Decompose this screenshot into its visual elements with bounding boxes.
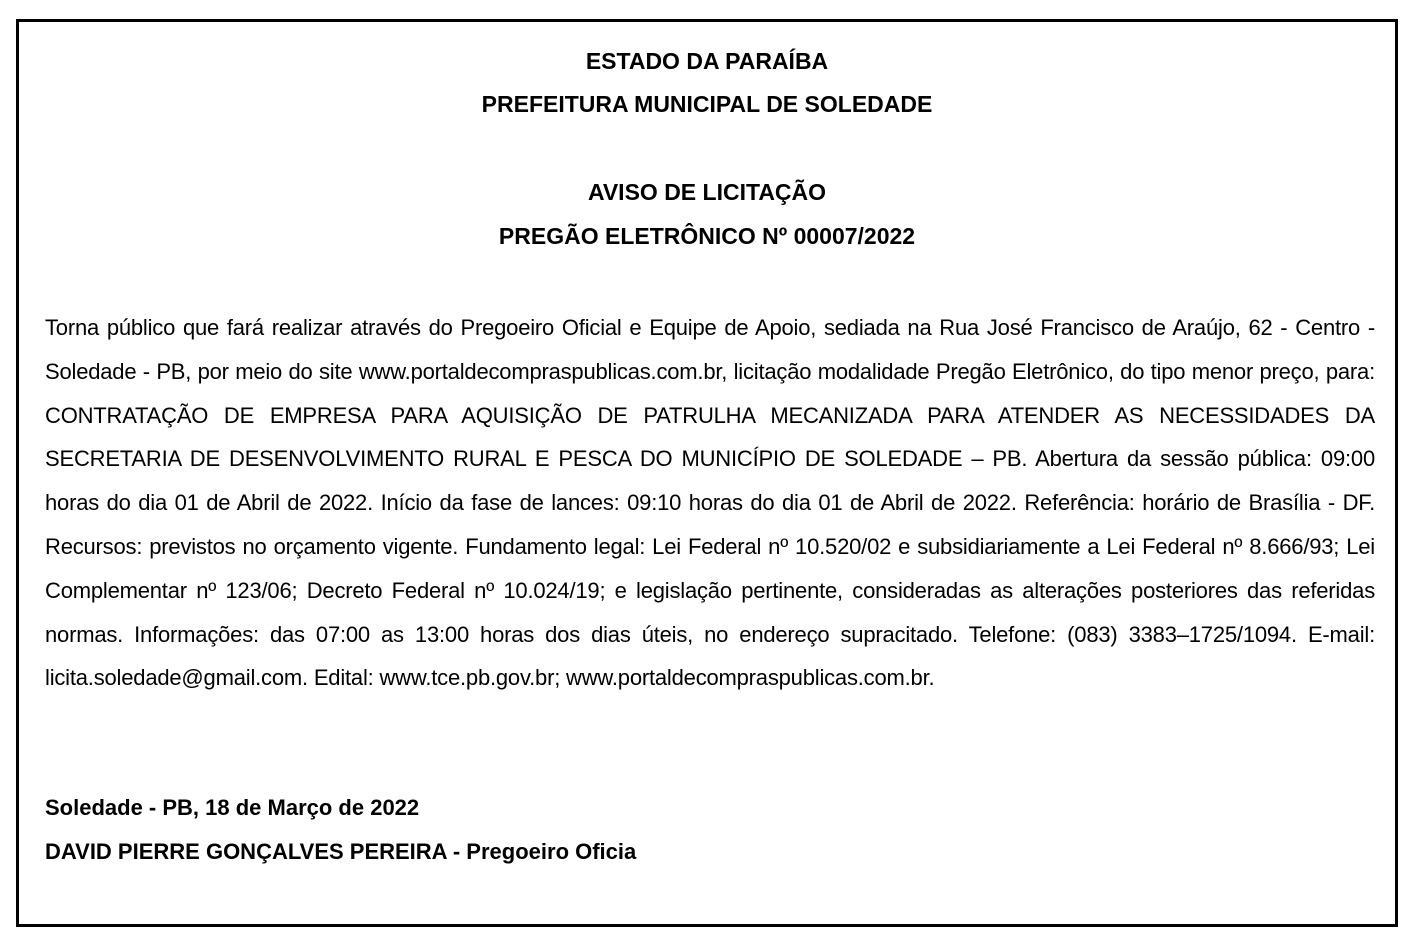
notice-body-text: Torna público que fará realizar através do Pregoeiro Oficial e Equipe de Apoio, sediada na Rua José Francisco de Araújo, 62 - Centro - Soledade - PB, por meio do site www.portaldecompraspublicas.com.br, licitação modalidade Pregão Eletrônico, do tipo menor preço, para: CONTRATAÇÃO DE EMPRESA PARA AQUISIÇÃO DE PATRULHA MECANIZADA PARA ATENDER AS NECESSIDADES DA SECRETARIA DE DESENVOLVIMENTO RURAL E PESCA DO MUNICÍPIO DE SOLEDADE – PB. Abertura da sessão pública: 09:00 horas do dia 01 de Abril de 2022. Início da fase de lances: 09:10 horas do dia 01 de Abril de 2022. Referência: horário de Brasília - DF. Recursos: previstos no orçamento vigente. Fundamento legal: Lei Federal nº 10.520/02 e subsidiariamente a Lei Federal nº 8.666/93; Lei Complementar nº 123/06; Decreto Federal nº 10.024/19; e legislação pertinente, consideradas as alterações posteriores das referidas normas. Informações: das 07:00 as 13:00 horas dos dias úteis, no endereço supracitado. Telefone: (083) 3383–1725/1094. E-mail: licita.soledade@gmail.com. Edital: www.tce.pb.gov.br; www.portaldecompraspublicas.com.br. [45,315,1375,691]
notice-title: AVISO DE LICITAÇÃO [587,179,827,205]
prefecture-heading: PREFEITURA MUNICIPAL DE SOLEDADE [481,91,933,117]
notice-frame [16,19,1398,927]
state-heading: ESTADO DA PARAÍBA [585,48,829,74]
signer-name: DAVID PIERRE GONÇALVES PEREIRA - Pregoeiro Oficia [45,839,637,864]
place-date: Soledade - PB, 18 de Março de 2022 [45,795,420,820]
auction-number: PREGÃO ELETRÔNICO Nº 00007/2022 [498,223,916,249]
